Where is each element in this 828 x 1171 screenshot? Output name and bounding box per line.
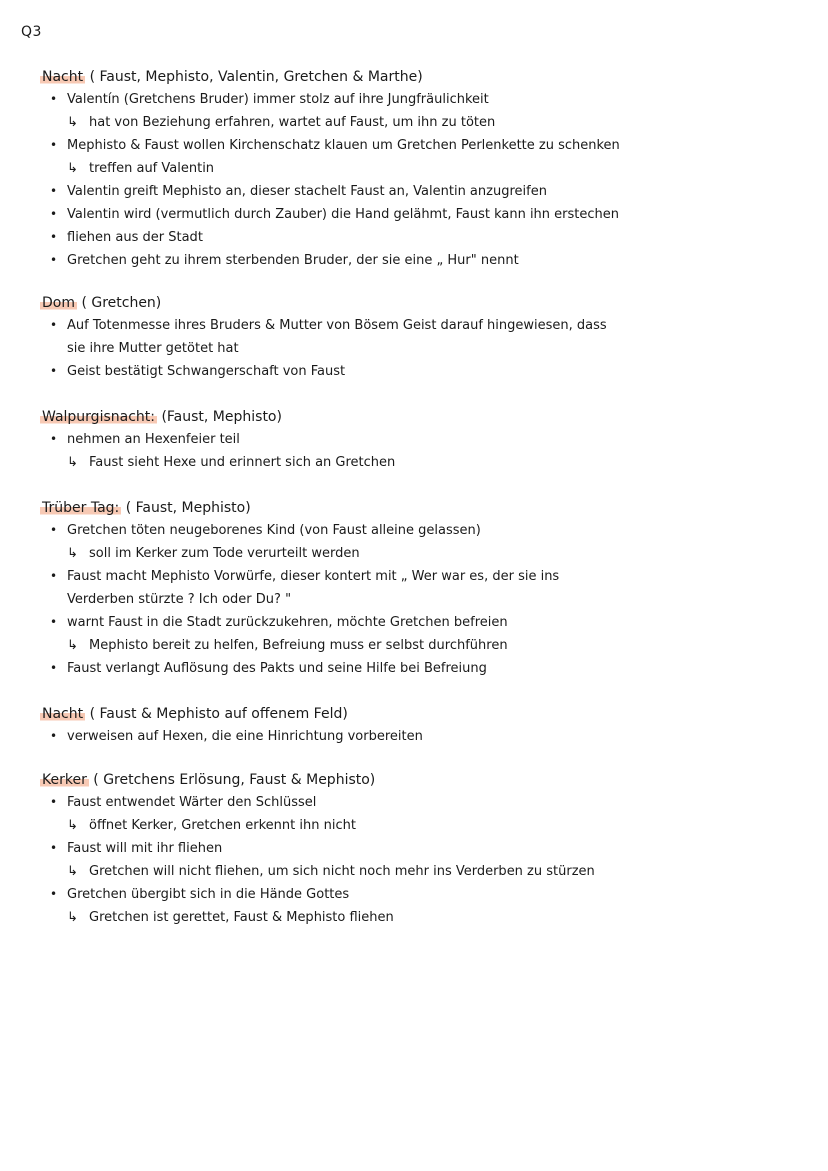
note-list xyxy=(40,314,820,383)
sub-item: ↳ Gretchen will nicht fliehen, um sich nicht noch mehr ins Verderben zu stürzen xyxy=(40,860,820,883)
arrow-icon: ↳ xyxy=(67,546,78,561)
note-list xyxy=(40,791,820,929)
list-item: • Faust will mit ihr fliehen xyxy=(40,837,820,860)
bullet-icon: • xyxy=(50,795,58,809)
bullet-icon: • xyxy=(50,92,58,106)
page-label: Q3 xyxy=(21,24,42,40)
section-title: Trüber Tag: xyxy=(42,500,120,516)
bullet-icon: • xyxy=(50,364,58,378)
section-heading xyxy=(40,66,820,88)
sub-item: ↳ öffnet Kerker, Gretchen erkennt ihn nicht xyxy=(40,814,820,837)
section-dom xyxy=(40,292,820,383)
bullet-icon: • xyxy=(50,138,58,152)
section-heading xyxy=(40,292,820,314)
bullet-icon: • xyxy=(50,523,58,537)
section-nacht-2 xyxy=(40,703,820,748)
sub-item: ↳ Faust sieht Hexe und erinnert sich an Gretchen xyxy=(40,451,820,474)
sub-item: ↳ Gretchen ist gerettet, Faust & Mephisto fliehen xyxy=(40,906,820,929)
list-item: • Faust macht Mephisto Vorwürfe, dieser kontert mit „ Wer war es, der sie ins xyxy=(40,565,820,588)
bullet-icon: • xyxy=(50,661,58,675)
sub-item: ↳ soll im Kerker zum Tode verurteilt werden xyxy=(40,542,820,565)
section-subtitle: ( Faust, Mephisto) xyxy=(125,500,251,516)
section-subtitle: ( Faust, Mephisto, Valentin, Gretchen & Marthe) xyxy=(89,69,423,85)
list-item: • Geist bestätigt Schwangerschaft von Faust xyxy=(40,360,820,383)
section-title: Dom xyxy=(42,295,75,311)
section-trueber-tag xyxy=(40,497,820,680)
list-item: • warnt Faust in die Stadt zurückzukehren, möchte Gretchen befreien xyxy=(40,611,820,634)
list-item: • Valentín (Gretchens Bruder) immer stolz auf ihre Jungfräulichkeit xyxy=(40,88,820,111)
bullet-icon: • xyxy=(50,230,58,244)
arrow-icon: ↳ xyxy=(67,910,78,925)
section-heading xyxy=(40,703,820,725)
list-item: • verweisen auf Hexen, die eine Hinrichtung vorbereiten xyxy=(40,725,820,748)
list-item: • Gretchen geht zu ihrem sterbenden Bruder, der sie eine „ Hur" nennt xyxy=(40,249,820,272)
section-walpurgisnacht xyxy=(40,406,820,474)
section-subtitle: ( Gretchen) xyxy=(81,295,162,311)
note-list xyxy=(40,725,820,748)
section-heading xyxy=(40,769,820,791)
section-heading xyxy=(40,406,820,428)
continuation-line: sie ihre Mutter getötet hat xyxy=(67,341,239,356)
list-item: • Gretchen übergibt sich in die Hände Gottes xyxy=(40,883,820,906)
bullet-icon: • xyxy=(50,841,58,855)
arrow-icon: ↳ xyxy=(67,864,78,879)
section-title: Walpurgisnacht: xyxy=(42,409,155,425)
continuation-line: Verderben stürzte ? Ich oder Du? " xyxy=(67,592,292,607)
list-item: • fliehen aus der Stadt xyxy=(40,226,820,249)
arrow-icon: ↳ xyxy=(67,115,78,130)
sub-item: ↳ treffen auf Valentin xyxy=(40,157,820,180)
sub-item: ↳ Mephisto bereit zu helfen, Befreiung muss er selbst durchführen xyxy=(40,634,820,657)
arrow-icon: ↳ xyxy=(67,818,78,833)
bullet-icon: • xyxy=(50,432,58,446)
list-item: • Mephisto & Faust wollen Kirchenschatz klauen um Gretchen Perlenkette zu schenken xyxy=(40,134,820,157)
section-title: Kerker xyxy=(42,772,87,788)
section-subtitle: (Faust, Mephisto) xyxy=(161,409,282,425)
bullet-icon: • xyxy=(50,207,58,221)
section-title: Nacht xyxy=(42,69,84,85)
bullet-icon: • xyxy=(50,184,58,198)
note-list xyxy=(40,88,820,272)
list-item: • Faust entwendet Wärter den Schlüssel xyxy=(40,791,820,814)
bullet-icon: • xyxy=(50,569,58,583)
list-item: • Gretchen töten neugeborenes Kind (von Faust alleine gelassen) xyxy=(40,519,820,542)
section-subtitle: ( Gretchens Erlösung, Faust & Mephisto) xyxy=(93,772,376,788)
arrow-icon: ↳ xyxy=(67,161,78,176)
section-subtitle: ( Faust & Mephisto auf offenem Feld) xyxy=(89,706,348,722)
section-title: Nacht xyxy=(42,706,84,722)
note-list xyxy=(40,428,820,474)
list-item: • Auf Totenmesse ihres Bruders & Mutter von Bösem Geist darauf hingewiesen, dass xyxy=(40,314,820,337)
sub-item: ↳ hat von Beziehung erfahren, wartet auf Faust, um ihn zu töten xyxy=(40,111,820,134)
bullet-icon: • xyxy=(50,729,58,743)
arrow-icon: ↳ xyxy=(67,455,78,470)
bullet-icon: • xyxy=(50,318,58,332)
arrow-icon: ↳ xyxy=(67,638,78,653)
list-item: • nehmen an Hexenfeier teil xyxy=(40,428,820,451)
list-item: • Valentin wird (vermutlich durch Zauber) die Hand gelähmt, Faust kann ihn erstechen xyxy=(40,203,820,226)
bullet-icon: • xyxy=(50,253,58,267)
note-list xyxy=(40,519,820,680)
section-kerker xyxy=(40,769,820,929)
bullet-icon: • xyxy=(50,887,58,901)
list-item: • Valentin greift Mephisto an, dieser stachelt Faust an, Valentin anzugreifen xyxy=(40,180,820,203)
bullet-icon: • xyxy=(50,615,58,629)
list-item: • Faust verlangt Auflösung des Pakts und seine Hilfe bei Befreiung xyxy=(40,657,820,680)
section-nacht-1 xyxy=(40,66,820,272)
section-heading xyxy=(40,497,820,519)
